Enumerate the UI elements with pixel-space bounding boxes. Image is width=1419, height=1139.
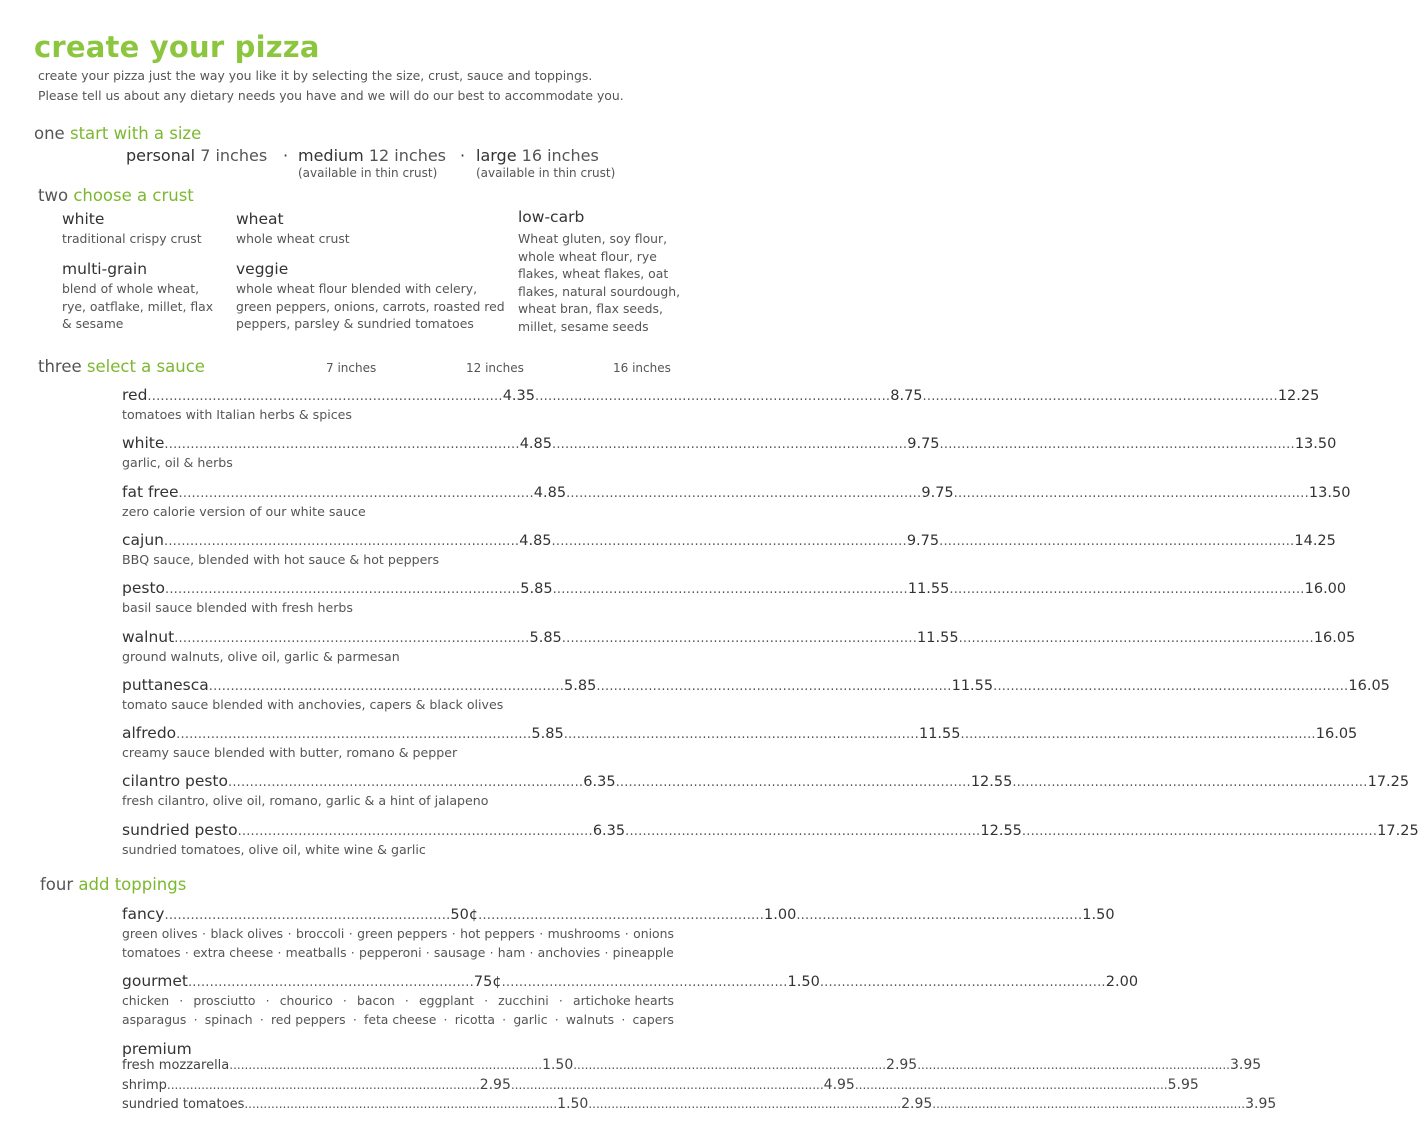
section-label: start with a size — [69, 124, 202, 143]
fancy-toppings-line-2 — [122, 945, 674, 960]
price-16: 2.00 — [1105, 974, 1139, 990]
leader-dots: .................................................................. — [164, 908, 451, 923]
price-12-inch: 9.75 — [907, 436, 940, 453]
price-16-inch: 16.05 — [1315, 726, 1358, 743]
size-separator: · — [283, 146, 289, 165]
price-7-inch: 1.50 — [557, 1096, 589, 1112]
section-size-heading — [34, 124, 201, 143]
sauce-row — [122, 724, 1358, 744]
separator-dot: · — [287, 926, 292, 941]
sauce-name: cajun — [122, 530, 164, 549]
topping-item: bacon — [357, 993, 395, 1008]
separator-dot: · — [259, 1012, 264, 1027]
price-12-inch: 8.75 — [890, 388, 923, 404]
price-7-inch: 4.85 — [519, 532, 552, 549]
price-7-inch: 4.85 — [533, 484, 567, 501]
price-16-inch: 5.95 — [1167, 1076, 1199, 1093]
crust-multigrain-desc: blend of whole wheat, rye, oatflake, millet, flax & sesame — [62, 281, 214, 331]
sauce-name: white — [122, 434, 165, 453]
sauce-description: garlic, oil & herbs — [122, 455, 233, 471]
price-12-inch: 11.55 — [951, 677, 994, 694]
separator-dot: · — [554, 1012, 559, 1027]
sauce-description: fresh cilantro, olive oil, romano, garlic & a hint of jalapeno — [122, 793, 489, 809]
leader-dots: .................................................................................. — [244, 1097, 558, 1111]
leader-dots: .................................................................................. — [1012, 775, 1368, 791]
sauce-description: basil sauce blended with fresh herbs — [122, 600, 353, 616]
topping-item: onions — [633, 926, 674, 941]
price-16-inch: 16.05 — [1313, 629, 1356, 646]
price-12-inch: 11.55 — [917, 629, 959, 646]
sauce-description: creamy sauce blended with butter, romano & pepper — [122, 745, 458, 761]
separator-dot: · — [179, 993, 184, 1008]
price-16-inch: 12.25 — [1277, 388, 1320, 404]
leader-dots: .................................................................................. — [164, 437, 520, 453]
price-12-inch: 9.75 — [906, 532, 940, 549]
leader-dots: .................................................................................. — [176, 727, 532, 743]
price-16-inch: 3.95 — [1230, 1057, 1262, 1073]
separator-dot: · — [604, 945, 609, 960]
sauce-name: alfredo — [122, 724, 177, 743]
price-12-inch: 11.55 — [907, 581, 950, 598]
topping-item: chicken — [122, 993, 170, 1008]
crust-white-desc: traditional crispy crust — [62, 231, 202, 246]
sauce-description: tomatoes with Italian herbs & spices — [122, 407, 352, 422]
topping-item: spinach — [204, 1012, 253, 1027]
separator-dot: · — [451, 926, 456, 941]
separator-dot: · — [277, 945, 282, 960]
sauce-description: sundried tomatoes, olive oil, white wine & garlic — [122, 841, 426, 857]
leader-dots: .................................................................................. — [949, 582, 1305, 598]
leader-dots: .................................................................................. — [932, 1097, 1246, 1111]
leader-dots: .................................................................................. — [552, 582, 908, 598]
topping-item: ham — [497, 945, 526, 960]
leader-dots: .................................................................................. — [237, 823, 593, 839]
separator-dot: · — [350, 945, 355, 960]
price-16: 1.50 — [1082, 907, 1115, 923]
crust-veggie-desc: whole wheat flour blended with celery, green peppers, onions, carrots, roasted red peppers, parsley & sundried tomatoes — [236, 281, 505, 331]
sauce-description: BBQ sauce, blended with hot sauce & hot peppers — [122, 551, 440, 567]
leader-dots: .................................................................................. — [1021, 823, 1378, 839]
column-12-inches: 12 inches — [466, 361, 524, 375]
leader-dots: .................................................................. — [478, 908, 765, 923]
intro-line-2: Please tell us about any dietary needs you have and we will do our best to accommodate you. — [38, 88, 624, 103]
premium-topping-row — [122, 1076, 1199, 1096]
leader-dots: .................................................................................. — [166, 1077, 480, 1092]
sauce-description: tomato sauce blended with anchovies, capers & black olives — [122, 696, 504, 712]
topping-item: meatballs — [285, 945, 347, 960]
topping-item: pineapple — [612, 945, 674, 960]
sauce-row — [122, 820, 1419, 841]
sauce-row — [122, 482, 1351, 503]
leader-dots: .................................................................................. — [561, 630, 918, 646]
leader-dots: .................................................................................. — [229, 1058, 543, 1072]
price-16-inch: 16.00 — [1304, 581, 1347, 598]
size-medium — [298, 146, 446, 165]
topping-item: chourico — [279, 993, 333, 1008]
premium-topping-name: sundried tomatoes — [122, 1097, 245, 1112]
sauce-row — [122, 627, 1356, 648]
topping-item: anchovies — [537, 945, 601, 960]
section-toppings-heading — [40, 875, 186, 894]
separator-dot: · — [443, 1012, 448, 1027]
topping-premium-heading: premium — [122, 1040, 192, 1058]
price-7-inch: 5.85 — [564, 677, 597, 694]
sauce-name: pesto — [122, 579, 166, 598]
leader-dots: .................................................................................. — [993, 678, 1349, 694]
separator-dot: · — [184, 945, 189, 960]
crust-white-name: white — [62, 210, 105, 228]
price-7-inch: 5.85 — [520, 581, 553, 598]
crust-lowcarb-desc: Wheat gluten, soy flour, whole wheat flour, rye flakes, wheat flakes, oat flakes, natural sourdough, wheat bran, flax seeds, millet, sesame seeds — [518, 231, 681, 334]
sauce-row — [122, 386, 1320, 406]
leader-dots: .................................................................................. — [566, 485, 922, 501]
section-sauce-heading — [38, 357, 205, 376]
price-12: 1.50 — [787, 974, 820, 990]
separator-dot: · — [624, 926, 629, 941]
topping-item: garlic — [513, 1012, 548, 1027]
separator-dot: · — [621, 1012, 626, 1027]
price-12-inch: 11.55 — [918, 726, 961, 743]
size-large — [476, 146, 599, 165]
leader-dots: .................................................................................. — [147, 389, 503, 404]
section-crust-heading — [38, 186, 194, 205]
price-16-inch: 13.50 — [1308, 484, 1351, 501]
leader-dots: .................................................................................. — [534, 389, 891, 404]
sauce-row — [122, 434, 1337, 454]
section-label: select a sauce — [86, 357, 205, 376]
fancy-toppings-line-1 — [122, 926, 674, 941]
column-7-inches: 7 inches — [326, 361, 377, 375]
leader-dots: .................................................................................. — [551, 533, 907, 549]
leader-dots: .................................................................................. — [854, 1077, 1168, 1092]
topping-item: artichoke hearts — [572, 993, 674, 1008]
price-16-inch: 17.25 — [1377, 822, 1419, 839]
topping-item: capers — [632, 1012, 674, 1027]
intro-line-1: create your pizza just the way you like it by selecting the size, crust, sauce and toppings. — [38, 68, 593, 83]
section-number: three — [38, 357, 82, 376]
sauce-name: walnut — [122, 627, 175, 646]
price-7-inch: 2.95 — [479, 1076, 511, 1093]
price-7: 50¢ — [450, 907, 479, 923]
topping-item: green olives — [122, 926, 198, 941]
leader-dots: .................................................................................. — [228, 775, 584, 791]
price-7-inch: 6.35 — [583, 774, 616, 791]
leader-dots: .................................................................................. — [953, 485, 1309, 501]
separator-dot: · — [558, 993, 563, 1008]
size-name: medium — [298, 146, 364, 165]
topping-item: black olives — [210, 926, 284, 941]
leader-dots: .................................................................................. — [625, 823, 981, 839]
leader-dots: .................................................................................. — [922, 389, 1278, 404]
size-inches: 16 inches — [521, 146, 599, 165]
leader-dots: .................................................................................. — [510, 1077, 824, 1092]
separator-dot: · — [348, 926, 353, 941]
leader-dots: .................................................................................. — [208, 678, 565, 694]
sauce-name: fat free — [122, 482, 179, 501]
topping-item: hot peppers — [460, 926, 535, 941]
leader-dots: .................................................................................. — [174, 630, 530, 646]
crust-veggie-name: veggie — [236, 260, 289, 278]
section-number: four — [40, 875, 74, 894]
price-7-inch: 5.85 — [529, 629, 562, 646]
leader-dots: .................................................................. — [501, 975, 788, 990]
sauce-name: sundried pesto — [122, 820, 238, 839]
gourmet-toppings-line-1 — [122, 993, 674, 1008]
leader-dots: .................................................................................. — [958, 630, 1314, 646]
size-personal — [126, 146, 267, 165]
separator-dot: · — [425, 945, 430, 960]
topping-item: tomatoes — [122, 945, 181, 960]
separator-dot: · — [529, 945, 534, 960]
price-7-inch: 4.35 — [502, 388, 535, 404]
price-16-inch: 16.05 — [1348, 677, 1390, 694]
leader-dots: .................................................................. — [187, 975, 474, 990]
topping-tier-name: gourmet — [122, 972, 188, 990]
size-separator: · — [460, 146, 466, 165]
leader-dots: .................................................................................. — [178, 485, 534, 501]
crust-lowcarb-name: low-carb — [518, 208, 585, 226]
premium-topping-row — [122, 1057, 1262, 1076]
section-label: add toppings — [78, 875, 187, 894]
column-16-inches: 16 inches — [613, 361, 671, 375]
section-number: two — [38, 186, 69, 205]
price-7-inch: 1.50 — [542, 1057, 574, 1073]
price-12: 1.00 — [764, 907, 797, 923]
leader-dots: .................................................................. — [819, 975, 1106, 990]
topping-item: green peppers — [357, 926, 448, 941]
topping-item: asparagus — [122, 1012, 187, 1027]
topping-item: walnuts — [565, 1012, 615, 1027]
price-7-inch: 6.35 — [592, 822, 626, 839]
topping-tier-name: fancy — [122, 905, 165, 923]
price-12-inch: 12.55 — [980, 822, 1022, 839]
separator-dot: · — [352, 1012, 357, 1027]
sauce-name: cilantro pesto — [122, 772, 228, 791]
sauce-description: ground walnuts, olive oil, garlic & parmesan — [122, 648, 400, 664]
sauce-row — [122, 772, 1410, 792]
premium-topping-name: fresh mozzarella — [122, 1058, 230, 1073]
topping-fancy-row — [122, 905, 1115, 925]
price-12-inch: 4.95 — [823, 1076, 855, 1093]
separator-dot: · — [265, 993, 270, 1008]
price-12-inch: 2.95 — [886, 1057, 918, 1073]
crust-multigrain-name: multi-grain — [62, 260, 148, 278]
sauce-description: zero calorie version of our white sauce — [122, 503, 366, 519]
sauce-name: puttanesca — [122, 675, 209, 694]
crust-wheat-desc: whole wheat crust — [236, 231, 350, 246]
separator-dot: · — [539, 926, 544, 941]
section-number: one — [34, 124, 65, 143]
separator-dot: · — [193, 1012, 198, 1027]
price-7-inch: 5.85 — [531, 726, 564, 743]
separator-dot: · — [502, 1012, 507, 1027]
gourmet-toppings-line-2 — [122, 1012, 674, 1027]
topping-item: prosciutto — [193, 993, 256, 1008]
premium-topping-name: shrimp — [122, 1077, 167, 1093]
topping-item: broccoli — [295, 926, 345, 941]
size-inches: 7 inches — [200, 146, 268, 165]
leader-dots: .................................................................................. — [917, 1058, 1230, 1072]
price-16-inch: 17.25 — [1367, 774, 1410, 791]
sauce-name: red — [122, 386, 148, 404]
size-name: personal — [126, 146, 196, 165]
separator-dot: · — [489, 945, 494, 960]
topping-item: red peppers — [270, 1012, 346, 1027]
crust-wheat-name: wheat — [236, 210, 284, 228]
topping-item: ricotta — [454, 1012, 495, 1027]
size-inches: 12 inches — [368, 146, 447, 165]
topping-item: sausage — [433, 945, 486, 960]
leader-dots: .................................................................................. — [165, 582, 521, 598]
premium-topping-row — [122, 1096, 1277, 1115]
sauce-row — [122, 675, 1390, 696]
price-7-inch: 4.85 — [519, 436, 552, 453]
leader-dots: .................................................................................. — [939, 437, 1295, 453]
topping-item: mushrooms — [547, 926, 621, 941]
topping-item: eggplant — [418, 993, 474, 1008]
leader-dots: .................................................................. — [796, 908, 1083, 923]
separator-dot: · — [342, 993, 347, 1008]
topping-item: pepperoni — [358, 945, 422, 960]
price-12-inch: 12.55 — [970, 774, 1013, 791]
leader-dots: .................................................................................. — [551, 437, 908, 453]
sauce-row — [122, 579, 1347, 599]
topping-gourmet-row — [122, 972, 1139, 992]
separator-dot: · — [484, 993, 489, 1008]
leader-dots: .................................................................................. — [960, 727, 1316, 743]
page-title: create your pizza — [34, 30, 320, 64]
price-12-inch: 9.75 — [921, 484, 954, 501]
sauce-row — [122, 530, 1336, 551]
topping-item: zucchini — [498, 993, 549, 1008]
leader-dots: .................................................................................. — [588, 1097, 902, 1111]
size-large-note: (available in thin crust) — [476, 166, 616, 180]
price-16-inch: 14.25 — [1294, 532, 1336, 549]
size-name: large — [476, 146, 517, 165]
leader-dots: .................................................................................. — [615, 775, 971, 791]
leader-dots: .................................................................................. — [939, 533, 1295, 549]
section-label: choose a crust — [73, 186, 194, 205]
price-16-inch: 13.50 — [1294, 436, 1337, 453]
price-12-inch: 2.95 — [901, 1096, 933, 1112]
size-medium-note: (available in thin crust) — [298, 166, 438, 180]
leader-dots: .................................................................................. — [163, 533, 520, 549]
leader-dots: .................................................................................. — [596, 678, 952, 694]
separator-dot: · — [202, 926, 206, 941]
price-7: 75¢ — [473, 974, 502, 990]
price-16-inch: 3.95 — [1245, 1096, 1277, 1112]
topping-item: feta cheese — [363, 1012, 437, 1027]
separator-dot: · — [404, 993, 409, 1008]
topping-item: extra cheese — [193, 945, 274, 960]
leader-dots: .................................................................................. — [563, 727, 919, 743]
leader-dots: .................................................................................. — [573, 1058, 887, 1072]
